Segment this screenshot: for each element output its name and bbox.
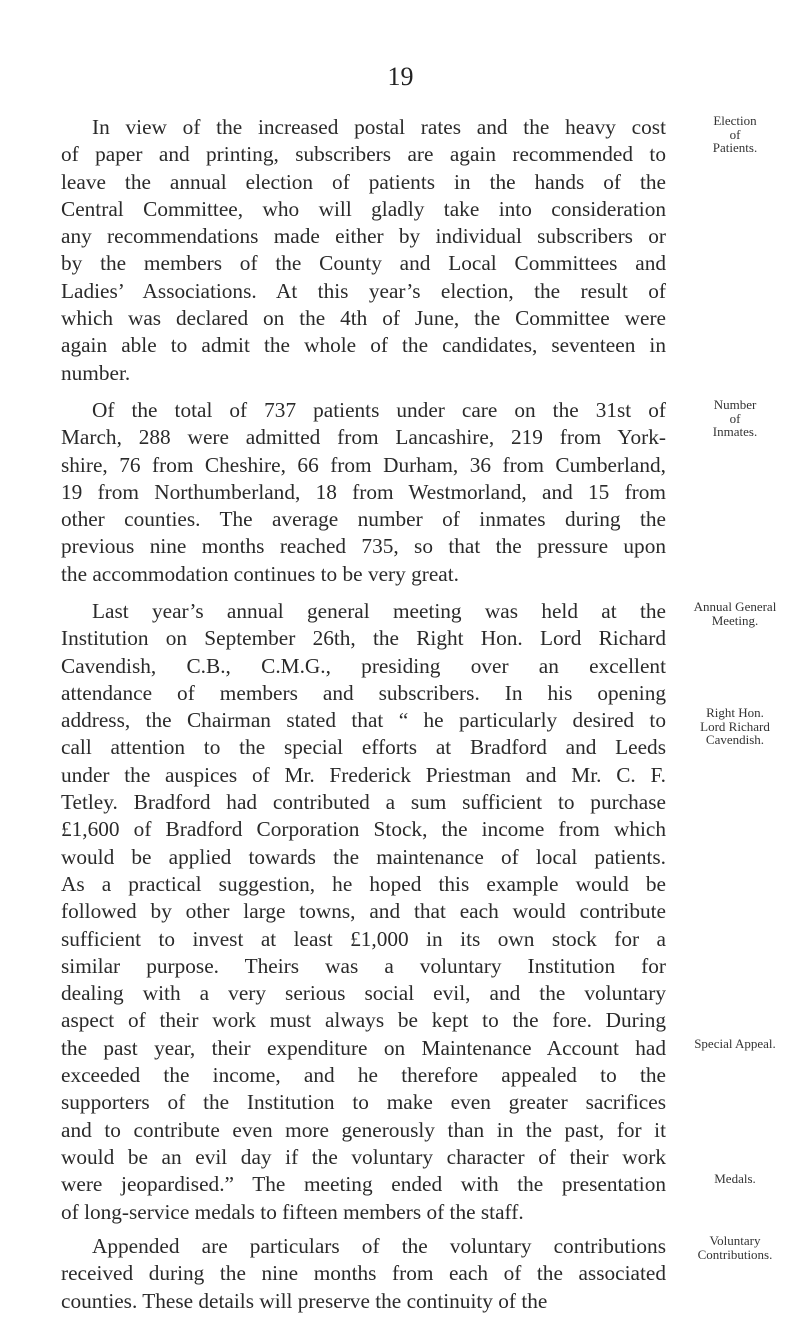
paragraph-annual-meeting: [61, 598, 666, 1226]
margin-note-line: Election: [713, 113, 757, 128]
text-line: Institution on September 26th, the Right Hon. Lord Richard: [61, 626, 666, 651]
paragraph-inmates: [61, 397, 666, 588]
text-line: under the auspices of Mr. Frederick Priestman and Mr. C. F.: [61, 762, 666, 787]
text-line: Cavendish, C.B., C.M.G., presiding over an excellent: [61, 653, 666, 678]
text-line: £1,600 of Bradford Corporation Stock, the income from which: [61, 817, 666, 842]
text-line: the accommodation continues to be very great.: [61, 561, 459, 586]
text-line: other counties. The average number of inmates during the: [61, 507, 666, 532]
text-line: number.: [61, 360, 131, 385]
text-line: March, 288 were admitted from Lancashire, 219 from York-: [61, 425, 666, 450]
margin-note-election: [672, 114, 798, 155]
text-line: followed by other large towns, and that each would contribute: [61, 899, 666, 924]
text-line: would be applied towards the maintenance of local patients.: [61, 844, 666, 869]
text-line: Tetley. Bradford had contributed a sum sufficient to purchase: [61, 790, 666, 815]
text-line: dealing with a very serious social evil, and the voluntary: [61, 981, 666, 1006]
text-line: Of the total of 737 patients under care on the 31st of: [92, 398, 666, 422]
text-line: received during the nine months from each of the associated: [61, 1261, 666, 1286]
text-line: leave the annual election of patients in the hands of the: [61, 169, 666, 194]
text-line: the past year, their expenditure on Maintenance Account had: [61, 1035, 666, 1060]
text-line: previous nine months reached 735, so that the pressure upon: [61, 534, 666, 559]
page-number: 19: [387, 62, 414, 91]
text-line: of paper and printing, subscribers are again recommended to: [61, 142, 666, 167]
text-line: similar purpose. Theirs was a voluntary Institution for: [61, 953, 666, 978]
text-line: exceeded the income, and he therefore appealed to the: [61, 1063, 666, 1088]
margin-note-line: Number: [713, 397, 757, 412]
paragraph-election: [61, 114, 666, 387]
text-line: and to contribute even more generously than in the past, for it: [61, 1117, 666, 1142]
text-line: shire, 76 from Cheshire, 66 from Durham, 36 from Cumberland,: [61, 452, 666, 477]
text-line: In view of the increased postal rates and the heavy cost: [92, 115, 666, 139]
text-line: call attention to the special efforts at Bradford and Leeds: [61, 735, 666, 760]
text-line: Central Committee, who will gladly take into consideration: [61, 196, 666, 221]
margin-note-medals: [672, 1172, 798, 1186]
text-line: any recommendations made either by individual subscribers or: [61, 224, 666, 249]
margin-note-annual-meeting: [672, 600, 798, 627]
text-line: aspect of their work must always be kept to the fore. During: [61, 1008, 666, 1033]
margin-note-line: Contributions.: [697, 1246, 773, 1262]
margin-note-line: Cavendish.: [705, 732, 765, 747]
text-line: address, the Chairman stated that “ he particularly desired to: [61, 708, 666, 733]
text-line: by the members of the County and Local Committees and: [61, 251, 666, 276]
text-line: attendance of members and subscribers. In his opening: [61, 680, 666, 705]
text-line: sufficient to invest at least £1,000 in its own stock for a: [61, 926, 666, 951]
text-line: were jeopardised.” The meeting ended with the presentation: [61, 1172, 666, 1197]
margin-note-special-appeal: [672, 1037, 798, 1051]
text-line: 19 from Northumberland, 18 from Westmorland, and 15 from: [61, 479, 666, 504]
margin-note-line: of: [729, 126, 741, 142]
margin-note-line: Voluntary: [709, 1233, 761, 1248]
margin-note-line: Medals.: [714, 1171, 756, 1186]
text-line: again able to admit the whole of the candidates, seventeen in: [61, 333, 666, 358]
margin-note-inmates: [672, 398, 798, 439]
text-line: As a practical suggestion, he hoped this example would be: [61, 871, 666, 896]
margin-note-voluntary: [672, 1234, 798, 1261]
text-line: Ladies’ Associations. At this year’s election, the result of: [61, 278, 666, 303]
margin-note-line: Annual General: [693, 599, 777, 614]
margin-note-line: Special Appeal.: [694, 1036, 776, 1051]
text-line: which was declared on the 4th of June, the Committee were: [61, 306, 666, 331]
text-line: would be an evil day if the voluntary character of their work: [61, 1144, 666, 1169]
margin-note-line: Right Hon.: [706, 705, 764, 720]
margin-note-line: Meeting.: [711, 612, 759, 628]
margin-note-line: Lord Richard: [700, 718, 770, 734]
text-line: Last year’s annual general meeting was held at the: [92, 599, 666, 623]
margin-note-line: of: [729, 410, 741, 426]
text-line: Appended are particulars of the voluntary contributions: [92, 1234, 666, 1258]
text-line: of long-service medals to fifteen members of the staff.: [61, 1199, 524, 1224]
margin-note-line: Patients.: [712, 140, 758, 155]
paragraph-contributions: [61, 1233, 666, 1315]
text-line: supporters of the Institution to make even greater sacrifices: [61, 1090, 666, 1115]
text-line: counties. These details will preserve the continuity of the: [61, 1288, 548, 1313]
margin-note-line: Inmates.: [712, 424, 758, 439]
margin-note-right-hon: [672, 706, 798, 747]
